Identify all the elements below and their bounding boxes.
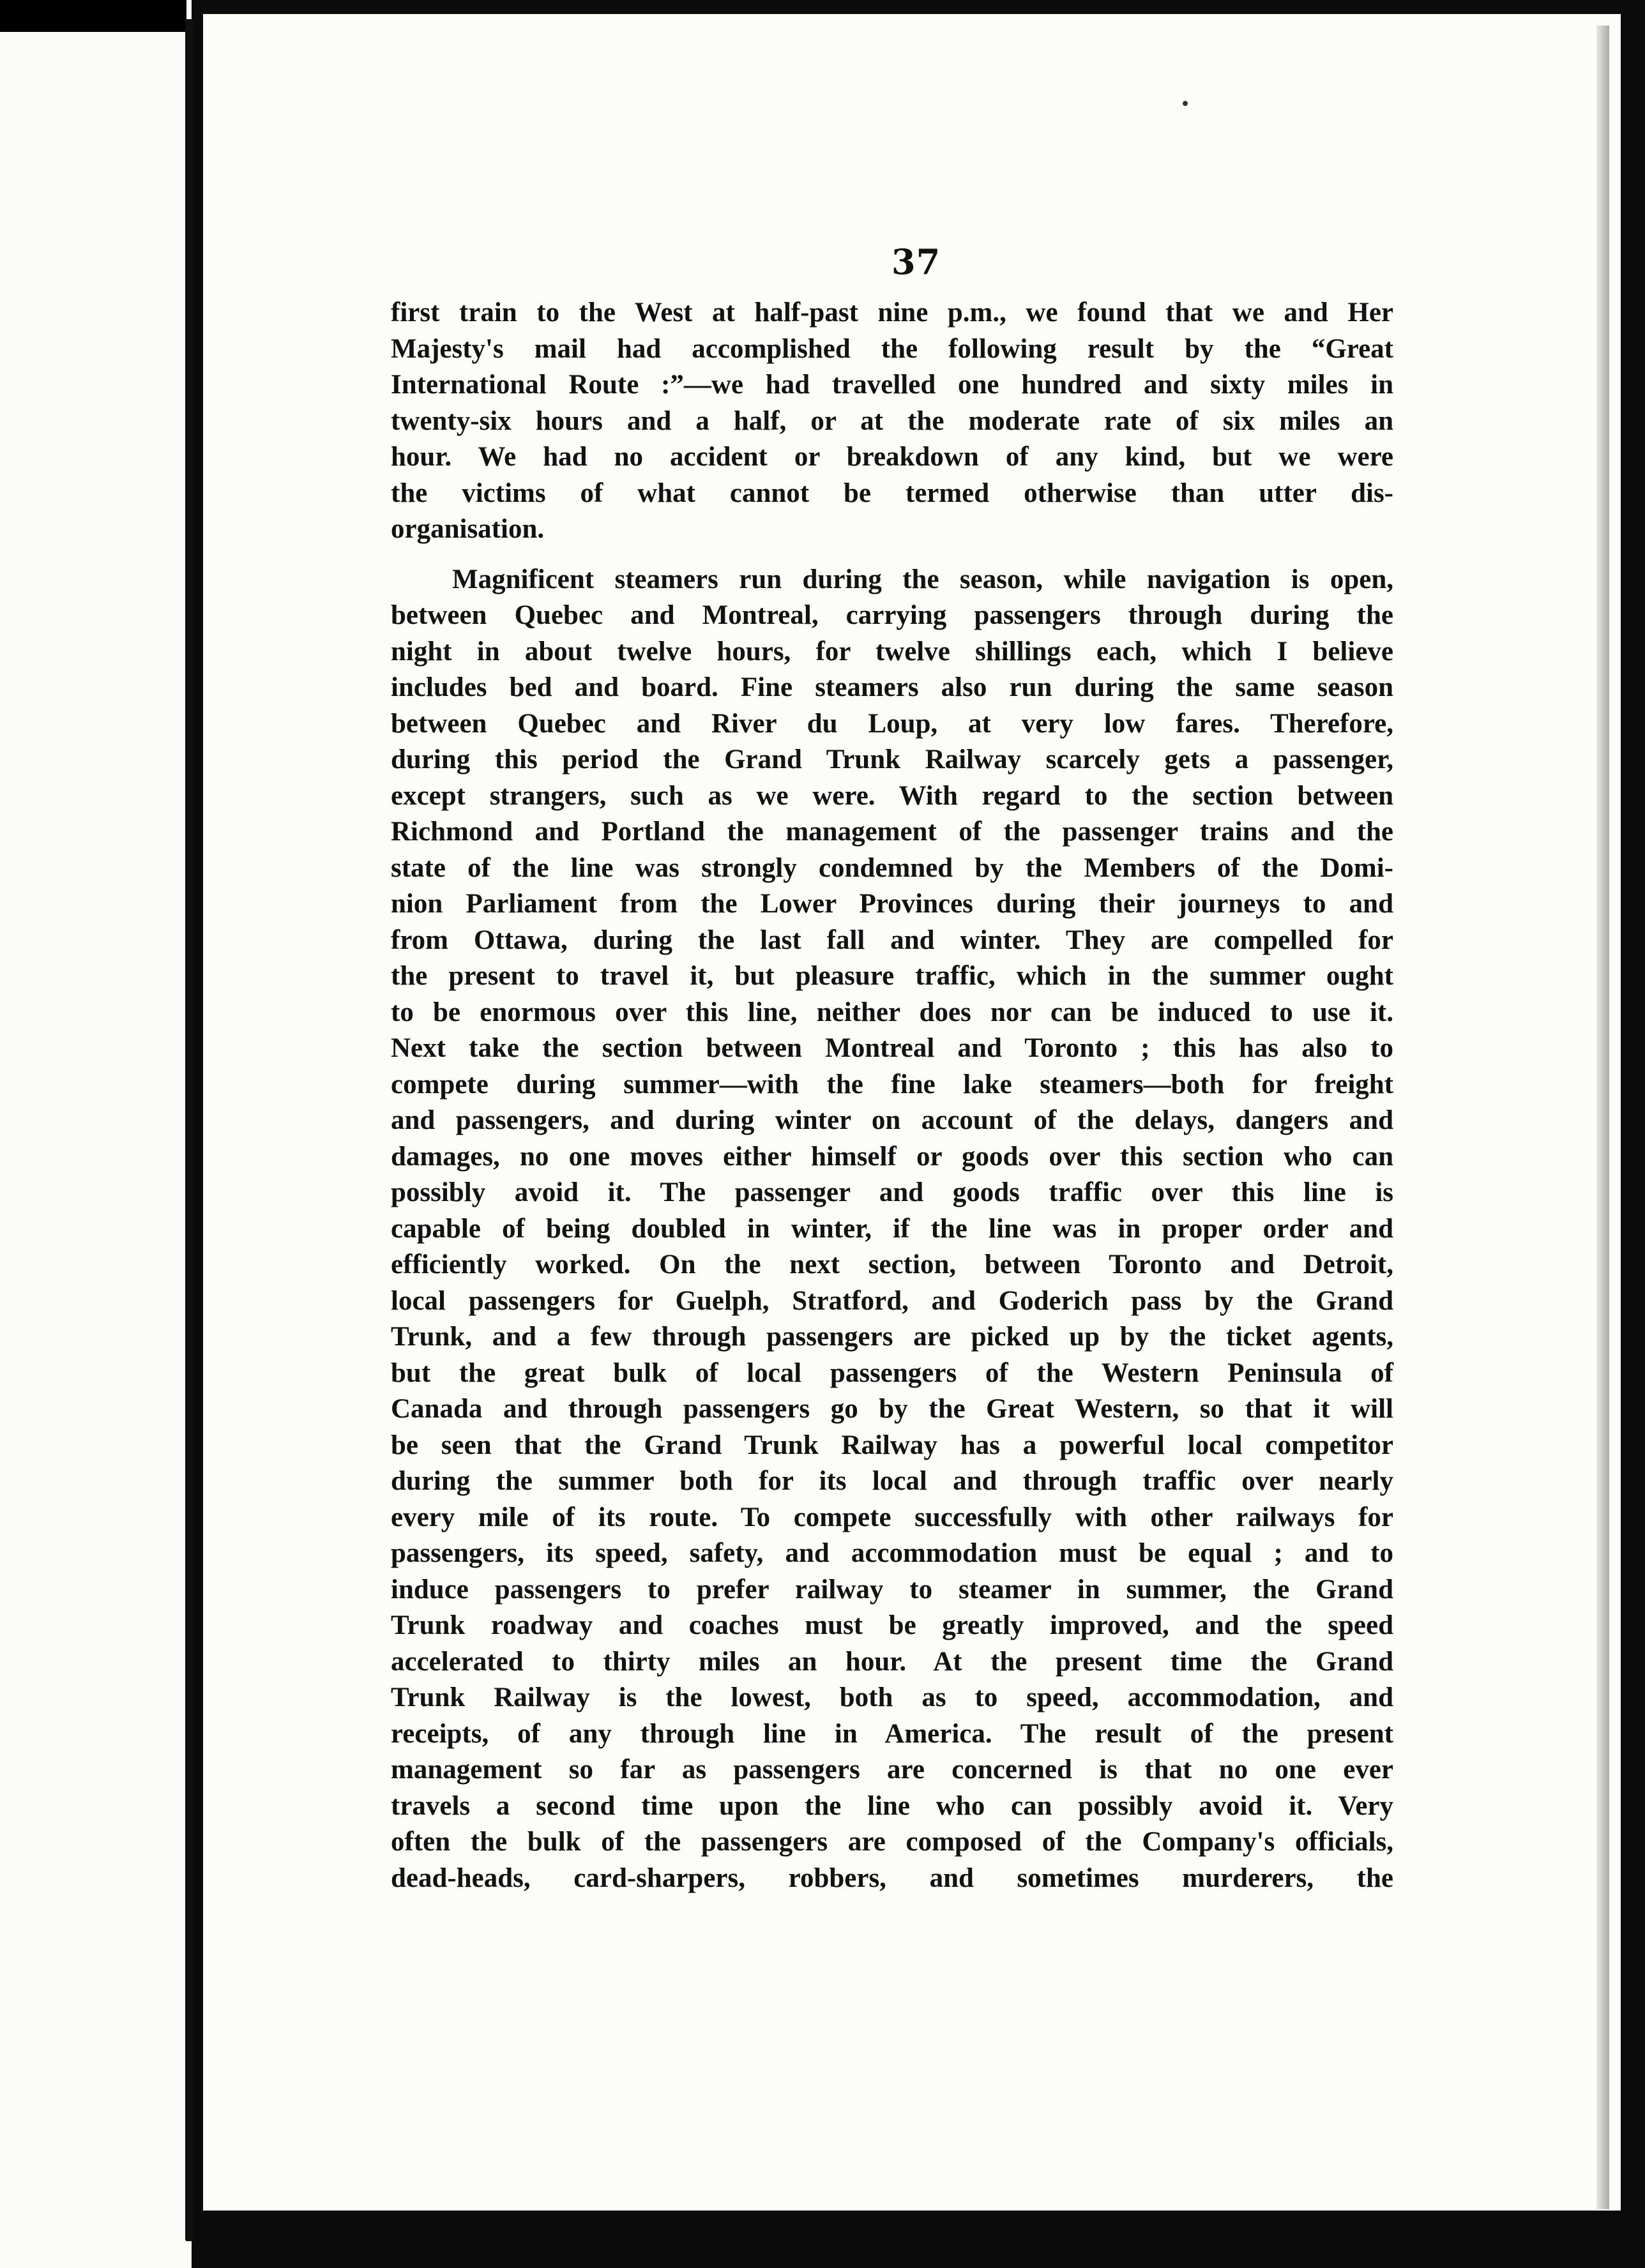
text-line: and passengers, and during winter on account of the delays, dangers and — [391, 1105, 1393, 1135]
text-line: nion Parliament from the Lower Provinces during their journeys to and — [391, 889, 1393, 919]
text-line: Magnificent steamers run during the season, while navigation is open, — [452, 564, 1393, 594]
text-line: be seen that the Grand Trunk Railway has a powerful local competitor — [391, 1430, 1393, 1460]
text-line: first train to the West at half-past nine p.m., we found that we and Her — [391, 298, 1393, 328]
text-line: travels a second time upon the line who can possibly avoid it. Very — [391, 1790, 1393, 1821]
binding-mark — [186, 466, 192, 480]
text-line: local passengers for Guelph, Stratford, and Goderich pass by the Grand — [391, 1285, 1393, 1316]
text-line: to be enormous over this line, neither does nor can be induced to use it. — [391, 997, 1393, 1027]
text-line: damages, no one moves either himself or goods over this section who can — [391, 1141, 1393, 1172]
text-line: twenty-six hours and a half, or at the moderate rate of six miles an — [391, 405, 1393, 436]
facing-page-margin — [0, 0, 192, 2268]
text-line: hour. We had no accident or breakdown of any kind, but we were — [391, 442, 1393, 472]
text-line: receipts, of any through line in America. The result of the present — [391, 1718, 1393, 1749]
text-line: Next take the section between Montreal and Toronto ; this has also to — [391, 1033, 1393, 1063]
text-line: but the great bulk of local passengers of the Western Peninsula of — [391, 1357, 1393, 1388]
text-line: Majesty's mail had accomplished the following result by the “Great — [391, 333, 1393, 364]
text-line: organisation. — [391, 514, 545, 544]
body-text — [391, 295, 1393, 1896]
page-number: 37 — [891, 241, 941, 282]
text-line: management so far as passengers are concerned is that no one ever — [391, 1755, 1393, 1785]
paragraph-spacer — [391, 548, 1393, 562]
text-line: International Route :”—we had travelled one hundred and sixty miles in — [391, 370, 1393, 400]
text-line: the present to travel it, but pleasure traffic, which in the summer ought — [391, 961, 1393, 991]
text-line: during this period the Grand Trunk Railway scarcely gets a passenger, — [391, 745, 1393, 775]
text-line: induce passengers to prefer railway to steamer in summer, the Grand — [391, 1574, 1393, 1605]
text-line: Trunk, and a few through passengers are picked up by the ticket agents, — [391, 1322, 1393, 1352]
text-line: from Ottawa, during the last fall and winter. They are compelled for — [391, 925, 1393, 955]
text-line: night in about twelve hours, for twelve shillings each, which I believe — [391, 636, 1393, 667]
text-line: Trunk Railway is the lowest, both as to speed, accommodation, and — [391, 1682, 1393, 1712]
text-line: Richmond and Portland the management of the passenger trains and the — [391, 817, 1393, 847]
text-line: Trunk roadway and coaches must be greatly improved, and the speed — [391, 1610, 1393, 1640]
binding-mark — [186, 1073, 192, 1087]
binding-edge — [185, 19, 193, 2241]
text-line: between Quebec and Montreal, carrying passengers through during the — [391, 600, 1393, 630]
text-line: every mile of its route. To compete successfully with other railways for — [391, 1502, 1393, 1532]
text-line: capable of being doubled in winter, if the line was in proper order and — [391, 1213, 1393, 1244]
text-line: passengers, its speed, safety, and accommodation must be equal ; and to — [391, 1538, 1393, 1568]
text-line: efficiently worked. On the next section, between Toronto and Detroit, — [391, 1250, 1393, 1280]
text-line: often the bulk of the passengers are composed of the Company's officials, — [391, 1827, 1393, 1857]
scan-edge-top-left — [0, 0, 186, 32]
text-line: state of the line was strongly condemned by the Members of the Domi- — [391, 852, 1393, 883]
text-line: possibly avoid it. The passenger and goods traffic over this line is — [391, 1177, 1393, 1207]
paragraph-2 — [391, 562, 1393, 1897]
text-line: includes bed and board. Fine steamers also run during the same season — [391, 672, 1393, 702]
text-line: compete during summer—with the fine lake steamers—both for freight — [391, 1069, 1393, 1100]
text-line: between Quebec and River du Loup, at very low fares. Therefore, — [391, 708, 1393, 739]
text-line: the victims of what cannot be termed otherwise than utter dis- — [391, 478, 1393, 508]
page-edge-shadow — [1596, 26, 1609, 2209]
text-line: except strangers, such as we were. With regard to the section between — [391, 780, 1393, 811]
binding-mark — [186, 121, 192, 135]
text-line: during the summer both for its local and through traffic over nearly — [391, 1466, 1393, 1496]
paragraph-1 — [391, 295, 1393, 548]
text-line: Canada and through passengers go by the Great Western, so that it will — [391, 1394, 1393, 1424]
text-line: accelerated to thirty miles an hour. At the present time the Grand — [391, 1646, 1393, 1677]
text-line: dead-heads, card-sharpers, robbers, and sometimes murderers, the — [391, 1863, 1393, 1893]
scan-speck — [1183, 101, 1188, 106]
